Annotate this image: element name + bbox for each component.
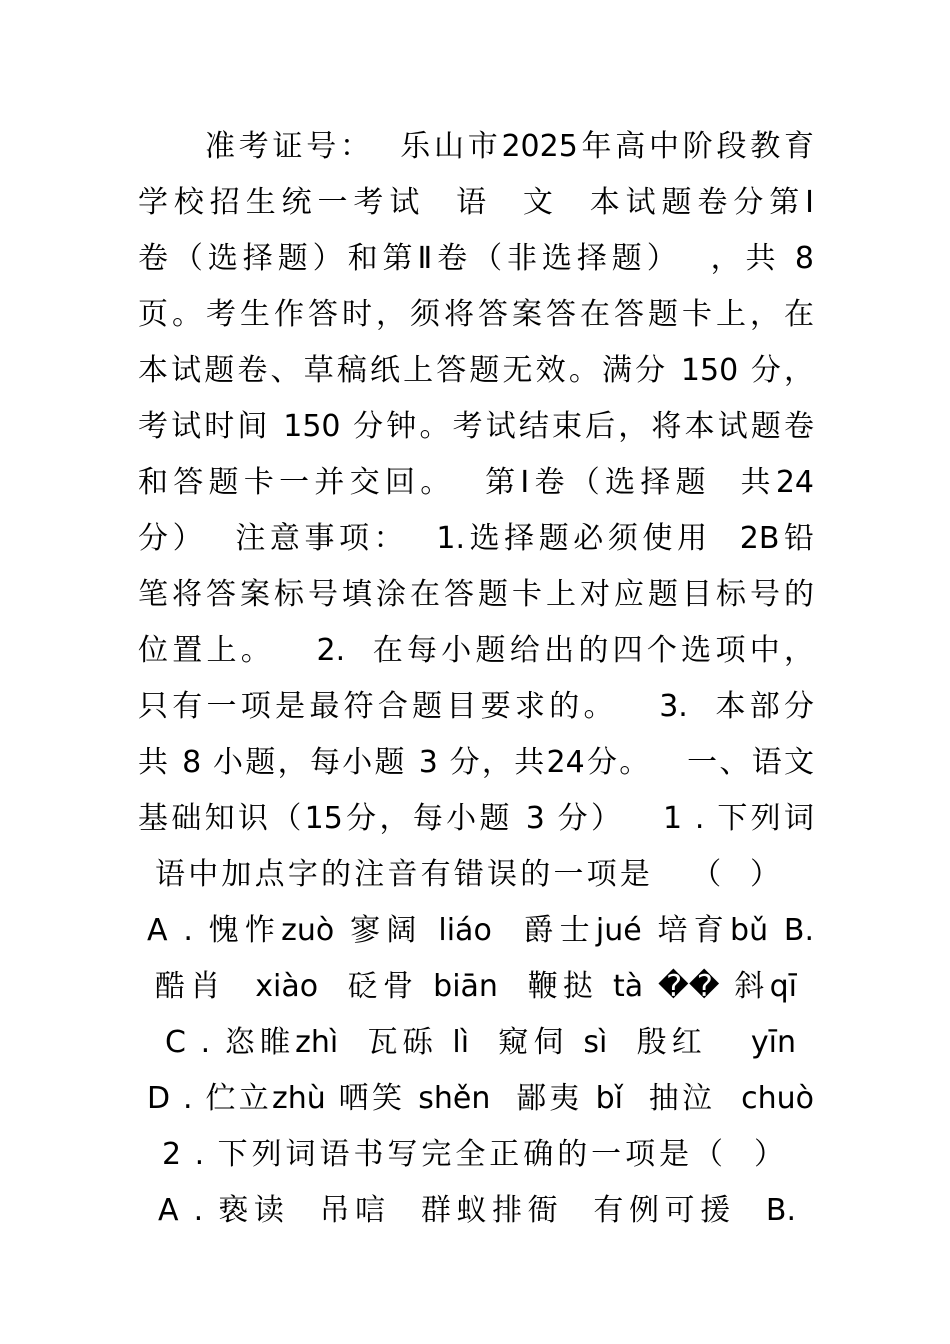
text-line-1: 准考证号： 乐山市2025年高中阶段教育 (205, 129, 814, 164)
question-1-stem: 语中加点字的注音有错误的一项是 （ ） (155, 857, 780, 892)
text-line-13: 基础知识（15分，每小题 3 分） 1 . 下列词 (138, 801, 814, 836)
text-line-6: 考试时间 150 分钟。考试结束后，将本试题卷 (138, 409, 814, 444)
text-line-12: 共 8 小题，每小题 3 分，共24分。 一、语文 (138, 745, 814, 780)
text-line-8: 分） 注意事项： 1.选择题必须使用 2B铅 (138, 521, 814, 556)
question-2-option-a: A . 亵读 吊唁 群蚁排衙 有例可援 B. (158, 1193, 796, 1228)
question-1-option-a: A . 愧怍zuò 寥阔 liáo 爵士jué 培育bǔ B. (147, 913, 814, 948)
text-line-7: 和答题卡一并交回。 第Ⅰ卷（选择题 共24 (138, 465, 814, 500)
text-line-4: 页。考生作答时，须将答案答在答题卡上，在 (138, 297, 814, 332)
text-line-2: 学校招生统一考试 语 文 本试题卷分第Ⅰ (138, 185, 814, 220)
question-1-option-b: 酷肖 xiào 砭骨 biān 鞭挞 tà �� 斜qī (155, 969, 797, 1004)
question-1-option-d: D . 伫立zhù 哂笑 shěn 鄙夷 bǐ 抽泣 chuò (147, 1081, 814, 1116)
text-line-11: 只有一项是最符合题目要求的。 3. 本部分 (138, 689, 814, 724)
text-line-3: 卷（选择题）和第Ⅱ卷（非选择题） ，共 8 (138, 241, 814, 276)
text-line-5: 本试题卷、草稿纸上答题无效。满分 150 分， (138, 353, 814, 388)
text-line-10: 位置上。 2. 在每小题给出的四个选项中， (138, 633, 814, 668)
question-1-option-c: C . 恣睢zhì 瓦砾 lì 窥伺 sì 殷红 yīn (165, 1025, 796, 1060)
question-2-stem: 2 . 下列词语书写完全正确的一项是（ ） (162, 1137, 784, 1172)
text-line-9: 笔将答案标号填涂在答题卡上对应题目标号的 (138, 577, 814, 612)
